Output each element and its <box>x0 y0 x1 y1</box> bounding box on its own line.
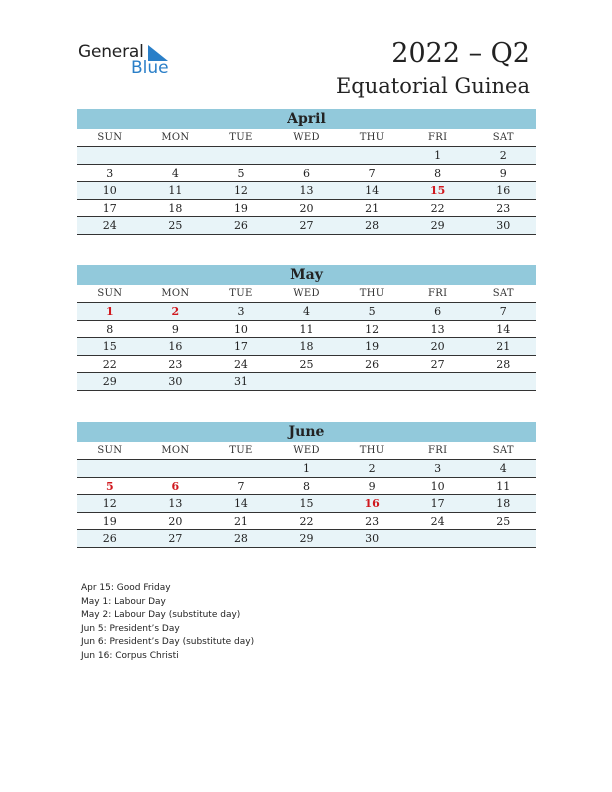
day-cell: 31 <box>233 375 248 388</box>
day-cell: 2 <box>368 462 376 475</box>
country-title: Equatorial Guinea <box>335 74 530 98</box>
day-cell: 25 <box>168 219 183 232</box>
day-cell: 15 <box>299 497 314 510</box>
weekday-label: MON <box>161 445 190 456</box>
day-cell: 5 <box>237 166 245 180</box>
day-cell: 25 <box>496 514 511 528</box>
day-cell: 16 <box>168 340 183 353</box>
day-cell: 23 <box>496 201 511 215</box>
day-cell: 11 <box>496 479 511 493</box>
day-cell: 27 <box>299 219 314 232</box>
day-cell: 18 <box>496 497 511 510</box>
day-cell: 19 <box>233 201 248 215</box>
weekday-header-row <box>77 129 536 147</box>
day-cell: 21 <box>233 514 248 528</box>
day-cell: 20 <box>430 340 445 353</box>
day-cell <box>77 460 143 477</box>
day-cell: 13 <box>430 322 445 336</box>
day-cell: 4 <box>303 305 311 318</box>
weekday-label: THU <box>359 445 385 456</box>
day-cell: 12 <box>233 184 248 197</box>
holiday-note: May 1: Labour Day <box>81 596 166 607</box>
day-cell: 30 <box>365 532 380 545</box>
day-cell: 28 <box>496 357 511 371</box>
day-cell: 10 <box>102 184 117 197</box>
day-cell: 20 <box>299 201 314 215</box>
weekday-label: SAT <box>492 288 514 299</box>
holiday-note: Apr 15: Good Friday <box>81 583 171 593</box>
day-cell <box>405 530 471 547</box>
day-cell: 21 <box>496 340 511 353</box>
logo-blue-text: Blue <box>131 58 169 78</box>
day-cell: 4 <box>499 462 507 475</box>
holiday-notes <box>81 582 254 663</box>
month-may <box>77 265 536 391</box>
day-cell: 30 <box>168 375 183 388</box>
weekday-label: MON <box>161 288 190 299</box>
day-cell <box>405 373 471 390</box>
day-cell: 6 <box>434 305 442 318</box>
week-row <box>77 338 536 356</box>
day-cell: 8 <box>434 166 442 180</box>
day-cell: 8 <box>106 322 114 336</box>
holiday-note: May 2: Labour Day (substitute day) <box>81 610 241 620</box>
day-cell: 22 <box>430 201 445 215</box>
day-cell <box>208 147 274 164</box>
week-row <box>77 165 536 183</box>
month-header: April <box>77 109 536 129</box>
day-cell: 28 <box>233 532 248 545</box>
day-cell: 7 <box>368 166 376 180</box>
day-cell: 17 <box>102 201 117 215</box>
weekday-header-row <box>77 442 536 460</box>
weekday-label: FRI <box>428 288 448 299</box>
day-cell <box>339 147 405 164</box>
day-cell: 16 <box>496 184 511 197</box>
week-row <box>77 460 536 478</box>
day-cell: 11 <box>299 322 314 336</box>
day-cell: 26 <box>365 357 380 371</box>
day-cell: 18 <box>299 340 314 353</box>
day-cell: 11 <box>168 184 183 197</box>
day-cell <box>274 147 340 164</box>
day-cell: 10 <box>430 479 445 493</box>
day-cell: 22 <box>299 514 314 528</box>
day-cell: 5 <box>368 305 376 318</box>
week-row <box>77 217 536 235</box>
day-cell: 22 <box>102 357 117 371</box>
weekday-header-row <box>77 285 536 303</box>
day-cell: 30 <box>496 219 511 232</box>
day-cell: 13 <box>168 497 183 510</box>
week-row <box>77 182 536 200</box>
day-cell: 13 <box>299 184 314 197</box>
weekday-label: TUE <box>229 132 253 143</box>
day-cell: 12 <box>102 497 117 510</box>
weekday-label: SAT <box>492 445 514 456</box>
day-cell: 14 <box>365 184 380 197</box>
day-cell: 29 <box>299 532 314 545</box>
holiday-day-cell: 2 <box>171 305 180 318</box>
weekday-label: SUN <box>97 288 123 299</box>
week-row <box>77 303 536 321</box>
day-cell: 18 <box>168 201 183 215</box>
day-cell: 21 <box>365 201 380 215</box>
day-cell: 19 <box>365 340 380 353</box>
holiday-day-cell: 6 <box>171 479 180 493</box>
day-cell: 9 <box>499 166 507 180</box>
day-cell <box>143 147 209 164</box>
month-header: May <box>77 265 536 285</box>
day-cell: 7 <box>499 305 507 318</box>
weekday-label: SAT <box>492 132 514 143</box>
day-cell: 23 <box>168 357 183 371</box>
day-cell: 17 <box>233 340 248 353</box>
weekday-label: MON <box>161 132 190 143</box>
week-row <box>77 530 536 548</box>
weekday-label: SUN <box>97 445 123 456</box>
weekday-label: SUN <box>97 132 123 143</box>
day-cell <box>470 373 536 390</box>
week-row <box>77 356 536 374</box>
week-row <box>77 147 536 165</box>
day-cell: 3 <box>237 305 245 318</box>
day-cell: 26 <box>102 532 117 545</box>
week-row <box>77 495 536 513</box>
weekday-label: WED <box>293 132 320 143</box>
day-cell <box>77 147 143 164</box>
day-cell: 12 <box>365 322 380 336</box>
week-row <box>77 513 536 531</box>
weekday-label: FRI <box>428 132 448 143</box>
holiday-note: Jun 6: President’s Day (substitute day) <box>81 637 255 647</box>
day-cell <box>143 460 209 477</box>
day-cell: 24 <box>233 357 248 371</box>
week-row <box>77 478 536 496</box>
day-cell: 20 <box>168 514 183 528</box>
month-june <box>77 422 536 548</box>
day-cell: 9 <box>171 322 179 336</box>
week-row <box>77 200 536 218</box>
day-cell: 3 <box>106 166 114 180</box>
page-title: 2022 – Q2 <box>391 38 530 69</box>
holiday-day-cell: 15 <box>430 184 446 197</box>
day-cell: 1 <box>434 149 442 162</box>
month-april <box>77 109 536 235</box>
day-cell <box>470 530 536 547</box>
day-cell <box>208 460 274 477</box>
day-cell: 29 <box>430 219 445 232</box>
day-cell: 2 <box>499 149 507 162</box>
day-cell: 19 <box>102 514 117 528</box>
day-cell: 29 <box>102 375 117 388</box>
weekday-label: THU <box>359 132 385 143</box>
day-cell: 9 <box>368 479 376 493</box>
day-cell: 4 <box>171 166 179 180</box>
day-cell: 3 <box>434 462 442 475</box>
day-cell: 10 <box>233 322 248 336</box>
holiday-note: Jun 5: President’s Day <box>81 623 180 634</box>
day-cell: 25 <box>299 357 314 371</box>
day-cell: 27 <box>430 357 445 371</box>
day-cell: 14 <box>233 497 248 510</box>
day-cell <box>339 373 405 390</box>
weekday-label: THU <box>359 288 385 299</box>
logo-general-text: General <box>78 42 144 62</box>
month-header: June <box>77 422 536 442</box>
holiday-day-cell: 1 <box>105 305 114 318</box>
day-cell: 6 <box>303 166 311 180</box>
week-row <box>77 321 536 339</box>
day-cell: 24 <box>430 514 445 528</box>
day-cell: 24 <box>102 219 117 232</box>
day-cell: 8 <box>303 479 311 493</box>
holiday-day-cell: 5 <box>105 479 114 493</box>
holiday-day-cell: 16 <box>364 497 380 510</box>
day-cell: 23 <box>365 514 380 528</box>
weekday-label: WED <box>293 445 320 456</box>
weekday-label: TUE <box>229 288 253 299</box>
day-cell: 26 <box>233 219 248 232</box>
day-cell: 27 <box>168 532 183 545</box>
day-cell: 7 <box>237 479 245 493</box>
day-cell: 28 <box>365 219 380 232</box>
day-cell: 1 <box>303 462 311 475</box>
week-row <box>77 373 536 391</box>
holiday-note: Jun 16: Corpus Christi <box>81 650 179 661</box>
day-cell: 17 <box>430 497 445 510</box>
weekday-label: WED <box>293 288 320 299</box>
day-cell: 14 <box>496 322 511 336</box>
day-cell <box>274 373 340 390</box>
weekday-label: TUE <box>229 445 253 456</box>
day-cell: 15 <box>102 340 117 353</box>
weekday-label: FRI <box>428 445 448 456</box>
